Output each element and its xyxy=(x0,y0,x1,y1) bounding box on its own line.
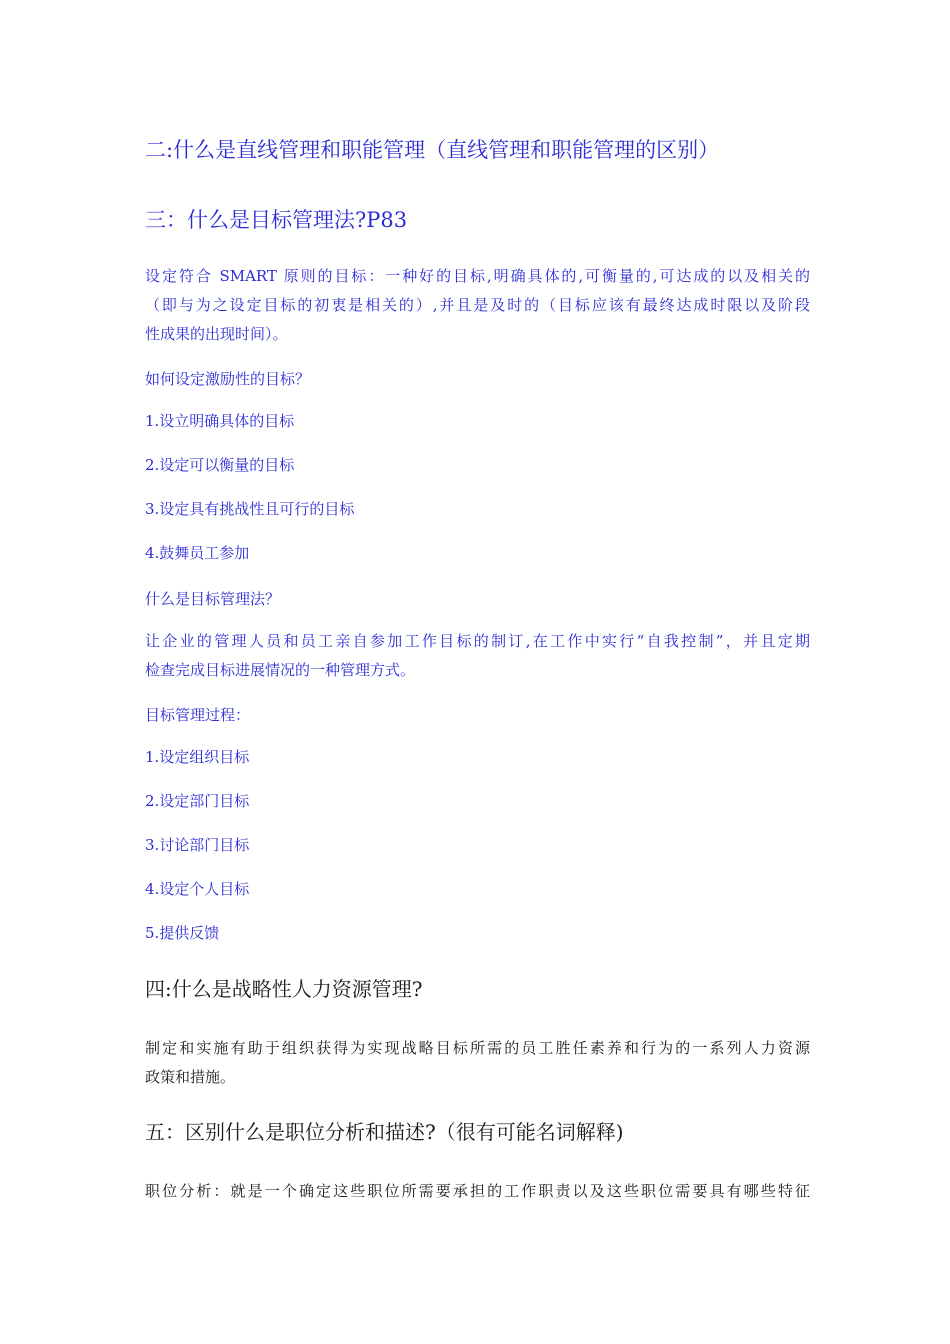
process-item-5: 5.提供反馈 xyxy=(145,924,220,942)
motivating-item-1: 1.设立明确具体的目标 xyxy=(145,412,295,430)
motivating-item-2: 2.设定可以衡量的目标 xyxy=(145,456,295,474)
mbo-definition-line-1: 让企业的管理人员和员工亲自参加工作目标的制订,在工作中实行“自我控制”，并且定期 xyxy=(145,632,810,650)
process-label: 目标管理过程： xyxy=(145,706,251,724)
process-item-4: 4.设定个人目标 xyxy=(145,880,250,898)
section-5-heading: 五：区别什么是职位分析和描述?（很有可能名词解释) xyxy=(145,1120,624,1144)
section-4-text-line-1: 制定和实施有助于组织获得为实现战略目标所需的员工胜任素养和行为的一系列人力资源 xyxy=(145,1039,810,1057)
motivating-item-4: 4.鼓舞员工参加 xyxy=(145,544,250,562)
section-3-heading: 三：什么是目标管理法?P83 xyxy=(145,208,408,232)
process-item-1: 1.设定组织目标 xyxy=(145,748,250,766)
smart-paragraph-line-3: 性成果的出现时间）。 xyxy=(145,325,288,343)
smart-paragraph-line-1: 设定符合 SMART 原则的目标：一种好的目标,明确具体的,可衡量的,可达成的以及相关的 xyxy=(145,267,810,285)
section-4-text-line-2: 政策和措施。 xyxy=(145,1068,236,1086)
mbo-definition-line-2: 检查完成目标进展情况的一种管理方式。 xyxy=(145,661,416,679)
section-2-heading: 二:什么是直线管理和职能管理（直线管理和职能管理的区别） xyxy=(145,138,720,162)
section-4-heading: 四:什么是战略性人力资源管理? xyxy=(145,977,423,1001)
section-5-text-line-1: 职位分析：就是一个确定这些职位所需要承担的工作职责以及这些职位需要具有哪些特征 xyxy=(145,1182,810,1200)
process-item-3: 3.讨论部门目标 xyxy=(145,836,250,854)
mbo-question: 什么是目标管理法？ xyxy=(145,590,281,608)
motivating-item-3: 3.设定具有挑战性且可行的目标 xyxy=(145,500,355,518)
motivating-question: 如何设定激励性的目标？ xyxy=(145,370,311,388)
smart-paragraph-line-2: （即与为之设定目标的初衷是相关的）,并且是及时的（目标应该有最终达成时限以及阶段 xyxy=(145,296,810,314)
process-item-2: 2.设定部门目标 xyxy=(145,792,250,810)
